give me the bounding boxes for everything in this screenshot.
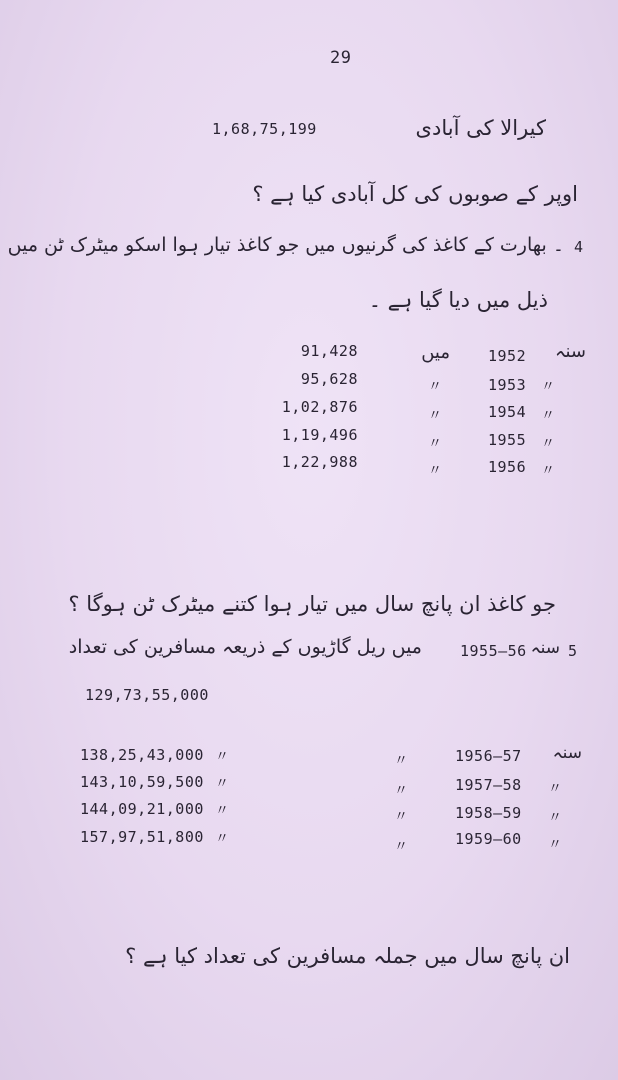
table-row-value: 95,628 [300, 370, 358, 388]
table-row-prefix: 〃 [541, 436, 555, 452]
table-row-value-mark: 〃 [215, 803, 229, 819]
question-5-prefix: سنہ [530, 638, 560, 658]
question-4-ask: جو کاغذ ان پانچ سال میں تیار ہوا کتنے میٹرک ٹن ہوگا ؟ [68, 592, 556, 616]
question-4-number: 4 [574, 238, 584, 256]
table-row-year: 1952 [488, 347, 527, 365]
table-row-value-mark: 〃 [215, 831, 229, 847]
table-row-value: 1,02,876 [281, 398, 358, 416]
table-row-mark: 〃 [394, 839, 408, 855]
table-row-unit: میں [421, 342, 450, 363]
table-row-prefix: سنہ [552, 743, 582, 763]
table-row-mark: 〃 [394, 809, 408, 825]
table-row-mark: 〃 [394, 753, 408, 769]
table-row-unit: 〃 [428, 379, 442, 395]
table-row-year: 1954 [488, 403, 527, 421]
table-row-year: 1953 [488, 376, 527, 394]
table-row-value-mark: 〃 [215, 776, 229, 792]
question-4-line-2: ذیل میں دیا گیا ہے ۔ [368, 288, 548, 312]
table-row-year: 1959–60 [455, 830, 522, 848]
page-number: 29 [330, 48, 352, 68]
table-row-year: 1957–58 [455, 776, 522, 794]
table-row-prefix: 〃 [541, 463, 555, 479]
table-row-year: 1956 [488, 458, 527, 476]
table-row-unit: 〃 [428, 408, 442, 424]
table-row-unit: 〃 [428, 436, 442, 452]
question-total-population: اوپر کے صوبوں کی کل آبادی کیا ہے ؟ [252, 182, 578, 206]
kerala-population-value: 1,68,75,199 [212, 120, 317, 138]
table-row-value: 143,10,59,500 [80, 773, 204, 791]
table-row-value: 138,25,43,000 [80, 746, 204, 764]
table-row-prefix: 〃 [548, 810, 562, 826]
question-5-text: میں ریل گاڑیوں کے ذریعہ مسافرین کی تعداد [68, 636, 422, 658]
table-row-value: 91,428 [300, 342, 358, 360]
table-row-prefix: 〃 [548, 781, 562, 797]
table-row-value-mark: 〃 [215, 749, 229, 765]
table-row-unit: 〃 [428, 463, 442, 479]
table-row-year: 1958–59 [455, 804, 522, 822]
kerala-population-label: کیرالا کی آبادی [415, 116, 546, 140]
table-row-prefix: 〃 [541, 408, 555, 424]
table-row-year: 1955 [488, 431, 527, 449]
question-5-number: 5 [568, 642, 578, 660]
question-4-line-1: ۔ بھارت کے کاغذ کی گرنیوں میں جو کاغذ تیار ہوا اسکو میٹرک ٹن میں [7, 234, 564, 256]
question-5-ask: ان پانچ سال میں جملہ مسافرین کی تعداد کیا ہے ؟ [125, 944, 570, 968]
table-row-year: 1956–57 [455, 747, 522, 765]
table-row-value: 157,97,51,800 [80, 828, 204, 846]
question-5-first-value: 129,73,55,000 [85, 686, 209, 704]
table-row-mark: 〃 [394, 783, 408, 799]
question-5-year: 1955–56 [460, 642, 527, 660]
table-row-prefix: سنہ [554, 341, 586, 362]
table-row-prefix: 〃 [541, 379, 555, 395]
table-row-value: 1,22,988 [281, 453, 358, 471]
table-row-value: 1,19,496 [281, 426, 358, 444]
table-row-value: 144,09,21,000 [80, 800, 204, 818]
table-row-prefix: 〃 [548, 837, 562, 853]
